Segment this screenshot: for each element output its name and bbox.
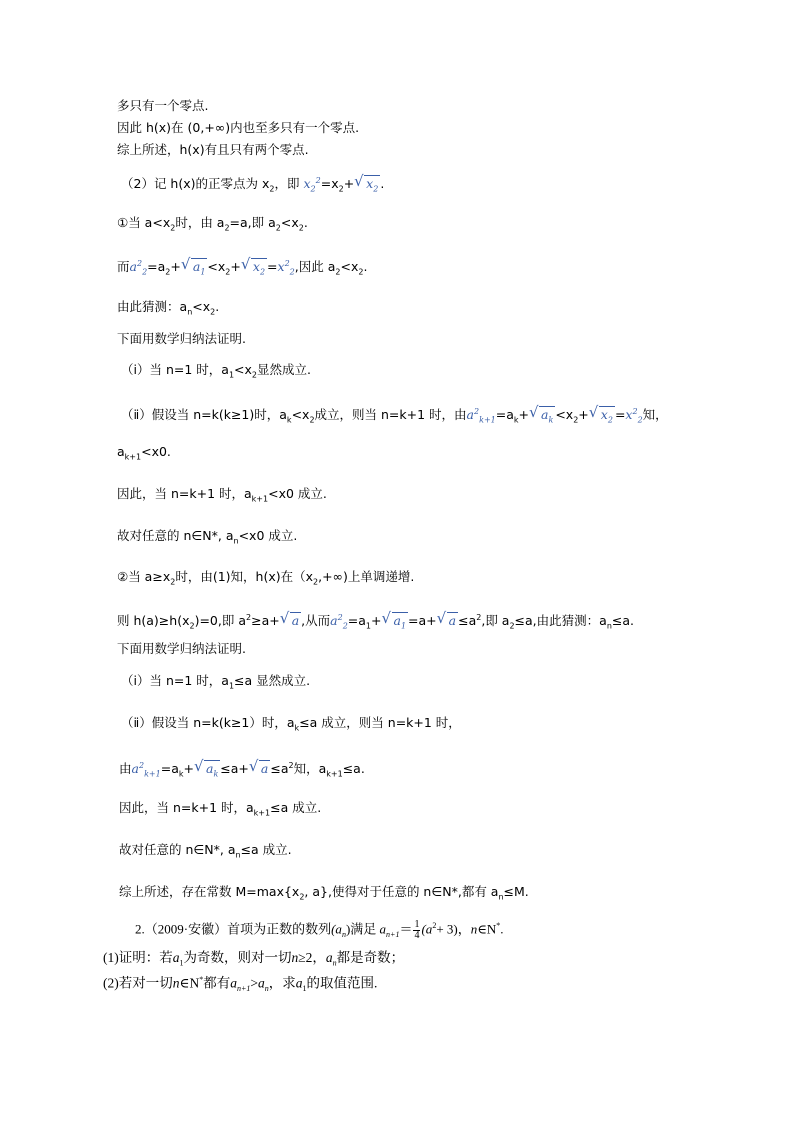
- text-line-11: $a_{k+1}<x0$.: [117, 444, 171, 462]
- text-line-12: 因此，当 n=k+1 时，$a_{k+1}<x0$ 成立.: [117, 486, 327, 504]
- text-line-9: （ⅰ）当 n=1 时，$a_1<x_2$显然成立.: [121, 362, 311, 380]
- text-line-21: 故对任意的 n∈N*, $a_n\le a$ 成立.: [119, 842, 292, 860]
- text-line-2: 因此 h(x)在 (0,+∞)内也至多只有一个零点.: [117, 120, 360, 135]
- sqrt-x0-b: √ $x_2$: [242, 258, 267, 282]
- sqrt-a1-b: √ $a_1$: [383, 612, 409, 636]
- text-line-19: 由$a^2_{k+1}=a_k+√$ $a_k \le a+√$ $a \le a^2$知，$a_{k+1}\le a$.: [119, 757, 365, 784]
- text-line-16: 下面用数学归纳法证明.: [117, 641, 246, 656]
- sqrt-ak: √ $a_k$: [530, 406, 555, 430]
- text-line-6: 而$a^2_2=a_2+√$ $a_1 <x_2+√$ $x_2 =x^2_2$,因此 $a_2<x_2$.: [117, 255, 367, 282]
- sqrt-a: √ a: [281, 612, 301, 630]
- text-line-1: 多只有一个零点.: [117, 98, 209, 113]
- problem-2-part-1: (1)证明：若$a_1$为奇数，则对一切n≥2，$a_n$都是奇数；: [103, 950, 405, 968]
- text-line-14: ②当 $a\ge x_2$时，由(1)知，h(x)在$(x_2,+\infty)$上单调递增.: [117, 569, 415, 587]
- text-line-18: （ⅱ）假设当 n=k(k≥1）时，$a_k\le a$ 成立，则当 n=k+1 时，: [121, 715, 461, 733]
- text-line-7: 由此猜测：$a_n<x_2$.: [117, 299, 220, 317]
- fraction-one-quarter: $\frac{1}{4}$: [414, 918, 420, 941]
- sqrt-a1: √ $a_1$: [182, 258, 208, 282]
- text-line-17: （ⅰ）当 n=1 时，$a_1\le a$ 显然成立.: [121, 673, 311, 691]
- sqrt-x0-c: √ $x_2$: [590, 406, 615, 430]
- sqrt-a-b: √ a: [438, 612, 458, 630]
- text-line-20: 因此，当 n=k+1 时，$a_{k+1}\le a$ 成立.: [119, 800, 322, 818]
- text-line-13: 故对任意的 n∈N*, $a_n<x0$ 成立.: [117, 528, 298, 546]
- problem-2-statement: 2.（2009·安徽）首项为正数的数列$(a_n)$满足 $a_{n+1}=$ $\frac{1}{4}$ $(a^2+ 3)$，n∈N*.: [135, 918, 504, 941]
- sqrt-a-c: √ a: [250, 760, 270, 778]
- text-line-3: 综上所述，h(x)有且只有两个零点.: [117, 142, 309, 157]
- text-line-10: （ⅱ）假设当 n=k(k≥1)时，$a_k<x_2$成立，则当 n=k+1 时，由$a^2_{k+1}=a_k+√$ $a_k <x_2+√$ $x_2 =x^2_2$知，: [121, 403, 668, 430]
- text-line-4: （2）记 h(x)的正零点为 $x_2$，即 $x_2^2=x_2+√$ $x_2$ .: [121, 172, 384, 199]
- sqrt-ak-b: √ $a_k$: [195, 760, 220, 784]
- text-line-15: 则 $h(a)\ge h(x_2)=0$,即 $a^2\ge a+√$ a ,从而$a^2_2=a_1+√$ $a_1 =a+√$ $a \le a^2$,即 $a_2\le a$,由此猜测：$a_n\le a$.: [117, 609, 634, 636]
- sqrt-x0: √ $x_2$: [355, 175, 380, 199]
- text-line-5: ①当 $a<x_2$时，由 $a_2=a$,即 $a_2<x_2$.: [117, 215, 308, 233]
- problem-2-part-2: (2)若对一切n∈N*都有$a_{n+1}>a_n$，求$a_1$的取值范围.: [103, 975, 378, 994]
- text-line-22: 综上所述，存在常数 $M=\max\{x_2$, a},使得对于任意的 n∈N*,都有 $a_n\le M$.: [119, 884, 529, 902]
- text-line-8: 下面用数学归纳法证明.: [117, 331, 246, 346]
